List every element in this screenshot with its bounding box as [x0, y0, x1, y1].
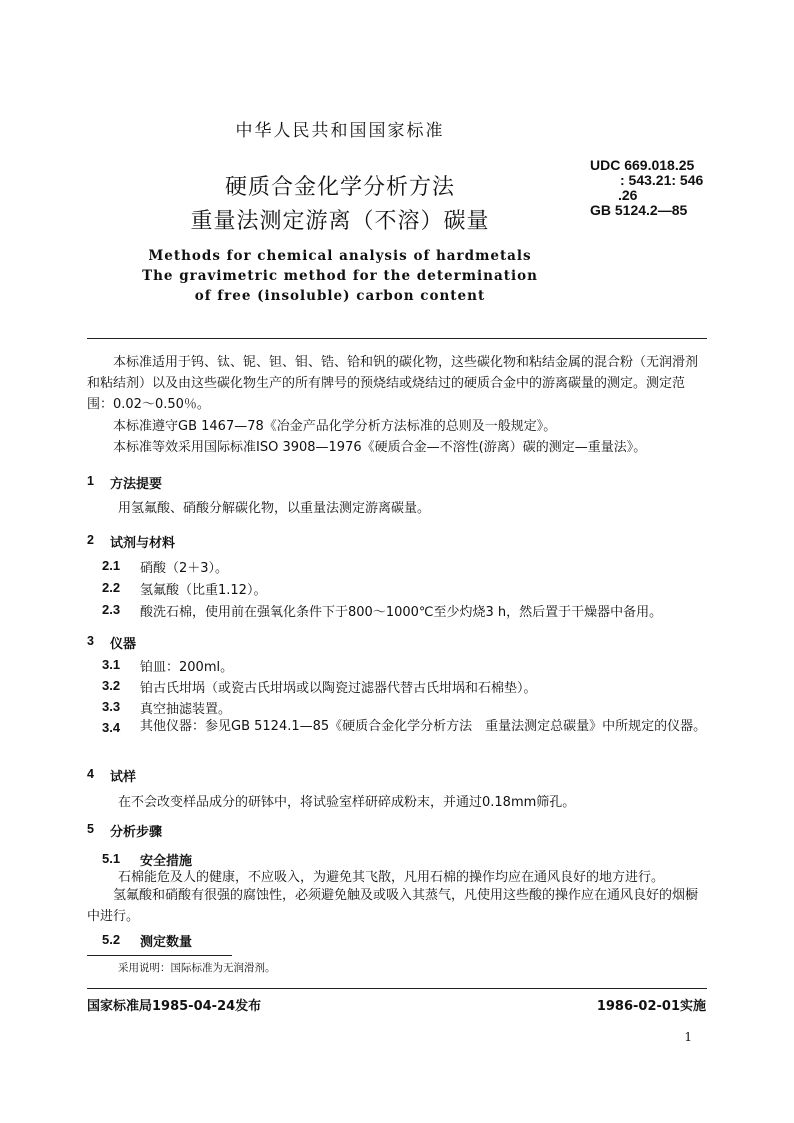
- intro-paragraph-2: 本标准遵守GB 1467—78《冶金产品化学分析方法标准的总则及一般规定》。: [113, 419, 557, 434]
- section-2-title: 试剂与材料: [110, 536, 176, 551]
- title-english-line3: of free (insoluble) carbon content: [194, 288, 486, 304]
- section-2-number: 2: [87, 533, 94, 547]
- title-english-line2: The gravimetric method for the determination: [142, 268, 538, 284]
- intro-paragraph-3: 本标准等效采用国际标准ISO 3908—1976《硬质合金—不溶性(游离）碳的测定—重量法》。: [113, 440, 647, 455]
- section-5-title: 分析步骤: [110, 825, 163, 840]
- intro-paragraph-1: 本标准适用于钨、钛、铌、钽、钼、锆、铪和钒的碳化物，这些碳化物和粘结金属的混合粉（无润滑剂和粘结剂）以及由这些碳化物生产的所有牌号的预烧结或烧结过的硬质合金中的游离碳量的测定。测定范围：0.02～0.50％。: [87, 355, 699, 412]
- item-2-3-number: 2.3: [102, 602, 121, 617]
- item-5-2-number: 5.2: [102, 932, 121, 947]
- section-1-text: 用氢氟酸、硝酸分解碳化物，以重量法测定游离碳量。: [118, 501, 431, 516]
- gb-code: GB 5124.2—85: [590, 202, 688, 218]
- section-5-number: 5: [87, 822, 94, 836]
- section-4-title: 试样: [110, 770, 137, 785]
- section-1-title: 方法提要: [110, 477, 163, 492]
- item-2-1-text: 硝酸（2＋3）。: [140, 561, 229, 576]
- item-5-1-paragraph-1: 石棉能危及人的健康，不应吸入，为避免其飞散，凡用石棉的操作均应在通风良好的地方进行。: [118, 870, 665, 885]
- item-3-1-number: 3.1: [102, 657, 121, 672]
- footer-divider: [87, 988, 707, 989]
- udc-code-line1: UDC 669.018.25: [590, 157, 695, 173]
- item-2-2-text: 氢氟酸（比重1.12）。: [140, 583, 267, 598]
- item-2-1-number: 2.1: [102, 558, 121, 573]
- item-5-2-title: 测定数量: [140, 935, 193, 950]
- footnote-divider: [87, 955, 232, 956]
- item-5-1-paragraph-2: 氢氟酸和硝酸有很强的腐蚀性，必须避免触及或吸入其蒸气，凡使用这些酸的操作应在通风良好的烟橱中进行。: [87, 888, 699, 924]
- item-3-2-number: 3.2: [102, 678, 121, 693]
- section-1-number: 1: [87, 474, 94, 488]
- udc-code-line3: .26: [618, 187, 638, 203]
- item-3-3-number: 3.3: [102, 699, 121, 714]
- section-4-text: 在不会改变样品成分的研钵中，将试验室样研碎成粉末，并通过0.18mm筛孔。: [118, 795, 576, 810]
- title-english-line1: Methods for chemical analysis of hardmetals: [148, 248, 532, 264]
- item-5-1-number: 5.1: [102, 851, 121, 866]
- udc-code-line2: : 543.21: 546: [620, 172, 704, 188]
- title-chinese-line1: 硬质合金化学分析方法: [224, 175, 455, 200]
- issued-date: 国家标准局1985-04-24发布: [87, 999, 262, 1014]
- section-3-number: 3: [87, 634, 94, 648]
- item-5-1-title: 安全措施: [140, 854, 193, 869]
- item-3-1-text: 铂皿：200ml。: [140, 660, 234, 675]
- item-2-2-number: 2.2: [102, 580, 121, 595]
- item-3-4-number: 3.4: [102, 720, 121, 735]
- item-2-3-text: 酸洗石棉，使用前在强氧化条件下于800～1000℃至少灼烧3 h，然后置于干燥器中备用。: [140, 605, 663, 620]
- title-chinese-line2: 重量法测定游离（不溶）碳量: [190, 209, 490, 234]
- national-standard-label: 中华人民共和国国家标准: [235, 121, 445, 141]
- header-divider: [87, 338, 707, 339]
- section-4-number: 4: [87, 767, 94, 781]
- footnote: 采用说明：国际标准为无润滑剂。: [118, 962, 276, 974]
- item-3-3-text: 真空抽滤装置。: [140, 702, 232, 717]
- item-3-4-text: 其他仪器：参见GB 5124.1—85《硬质合金化学分析方法 重量法测定总碳量》中所规定的仪器。: [140, 719, 707, 734]
- section-3-title: 仪器: [110, 637, 137, 652]
- page-number: 1: [684, 1030, 692, 1044]
- item-3-2-text: 铂古氏坩埚（或瓷古氏坩埚或以陶瓷过滤器代替古氏坩埚和石棉垫）。: [140, 681, 537, 696]
- effective-date: 1986-02-01实施: [596, 999, 706, 1014]
